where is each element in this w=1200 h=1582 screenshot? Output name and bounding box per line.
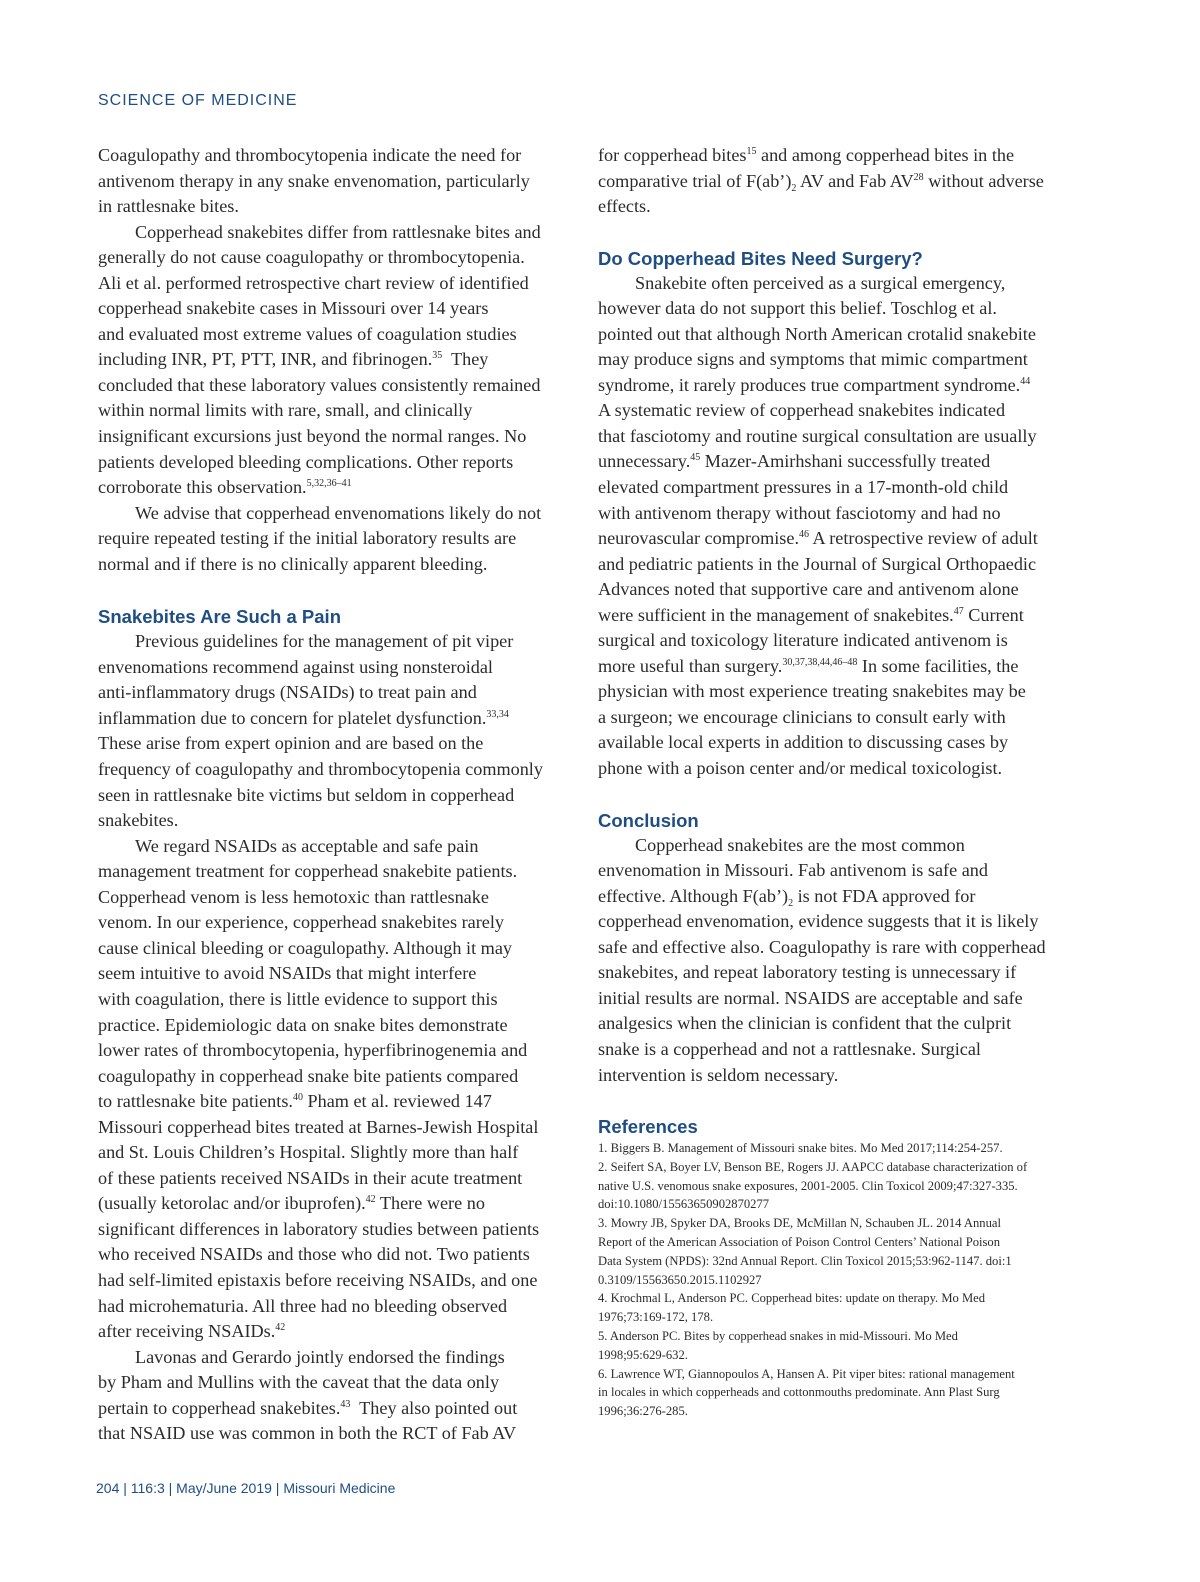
left-column [98, 143, 570, 1447]
reference-line: 3. Mowry JB, Spyker DA, Brooks DE, McMillan N, Schauben JL. 2014 Annual [598, 1216, 1001, 1231]
text-line: intervention is seldom necessary. [598, 1064, 839, 1085]
text-line: with antivenom therapy without fasciotomy and had no [598, 502, 1001, 523]
text-line: after receiving NSAIDs.$^{42}$ [98, 1321, 286, 1342]
citation: 40 [292, 1092, 303, 1104]
text-line: Previous guidelines for the management of pit viper [135, 631, 514, 652]
text-line: snake is a copperhead and not a rattlesnake. Surgical [598, 1038, 981, 1059]
subscript: 2 [788, 897, 794, 909]
citation: 15 [746, 146, 757, 157]
paragraph [98, 501, 570, 578]
citation: 5,32,36–41 [306, 478, 352, 490]
text-line: Missouri copperhead bites treated at Barnes-Jewish Hospital [98, 1116, 539, 1137]
text-line: significant differences in laboratory studies between patients [98, 1218, 540, 1239]
text-line: normal and if there is no clinically apparent bleeding. [98, 553, 488, 574]
text-line: anti-inflammatory drugs (NSAIDs) to treat pain and [98, 682, 477, 703]
text-line: antivenom therapy in any snake envenomation, particularly [98, 170, 530, 191]
section-label: SCIENCE OF MEDICINE [98, 92, 298, 109]
reference-line: doi:10.1080/15563650902870277 [598, 1197, 770, 1212]
text-line: including INR, PT, PTT, INR, and fibrinogen.$^{35}$ They [98, 349, 489, 370]
text-line: We regard NSAIDs as acceptable and safe pain [135, 835, 479, 856]
reference-line: 0.3109/15563650.2015.1102927 [598, 1272, 762, 1287]
reference-line: in locales in which copperheads and cottonmouths predominate. Ann Plast Surg [598, 1385, 1000, 1400]
text-line: insignificant excursions just beyond the normal ranges. No [98, 426, 527, 447]
text-line: seen in rattlesnake bite victims but seldom in copperhead [98, 784, 515, 805]
text-line: within normal limits with rare, small, and clinically [98, 400, 473, 421]
citation: 30,37,38,44,46–48 [782, 656, 858, 668]
reference-line: 5. Anderson PC. Bites by copperhead snakes in mid-Missouri. Mo Med [598, 1329, 958, 1344]
text-line: and pediatric patients in the Journal of Surgical Orthopaedic [598, 553, 1037, 574]
paragraph [598, 271, 1070, 782]
text-line: corroborate this observation.$^{5,32,36-41}$ [98, 477, 352, 498]
text-line: pointed out that although North American crotalid snakebite [598, 323, 1036, 344]
text-line: that NSAID use was common in both the RCT of Fab AV [98, 1423, 517, 1444]
text-line: Snakebite often perceived as a surgical emergency, [635, 272, 1006, 293]
citation: 44 [1020, 375, 1031, 387]
text-line: Advances noted that supportive care and antivenom alone [598, 579, 1019, 600]
reference-line: Data System (NPDS): 32nd Annual Report. Clin Toxicol 2015;53:962-1147. doi:1 [598, 1253, 1012, 1268]
text-line: had self-limited epistaxis before receiving NSAIDs, and one [98, 1269, 538, 1290]
text-line: comparative trial of $F(ab’)_2$ AV and Fab AV$^{28}$ without adverse [598, 170, 1044, 194]
paragraph [98, 143, 570, 220]
section-heading: References [598, 1116, 698, 1138]
text-line: frequency of coagulopathy and thrombocytopenia commonly [98, 759, 543, 780]
paragraph [98, 629, 570, 833]
reference-line: 6. Lawrence WT, Giannopoulos A, Hansen A. Pit viper bites: rational management [598, 1366, 1015, 1381]
citation: 28 [913, 171, 924, 183]
citation: 47 [953, 605, 964, 617]
text-line: coagulopathy in copperhead snake bite patients compared [98, 1065, 519, 1086]
text-line: had microhematuria. All three had no bleeding observed [98, 1295, 508, 1316]
text-line: A systematic review of copperhead snakebites indicated [598, 400, 1006, 421]
text-line: (usually ketorolac and/or ibuprofen).$^{42}$ There were no [98, 1193, 485, 1214]
subscript: 2 [791, 182, 797, 194]
text-line: phone with a poison center and/or medical toxicologist. [598, 758, 1003, 779]
text-line: with coagulation, there is little evidence to support this [98, 988, 498, 1009]
citation: 43 [340, 1398, 351, 1410]
section-heading: Snakebites Are Such a Pain [98, 606, 341, 628]
text-line: who received NSAIDs and those who did not. Two patients [98, 1244, 530, 1265]
citation: 46 [799, 529, 810, 541]
text-line: may produce signs and symptoms that mimic compartment [598, 349, 1028, 370]
reference-line: 1996;36:276-285. [598, 1404, 688, 1419]
text-line: and evaluated most extreme values of coagulation studies [98, 323, 517, 344]
text-line: Copperhead venom is less hemotoxic than rattlesnake [98, 886, 489, 907]
text-line: These arise from expert opinion and are based on the [98, 733, 484, 754]
citation: 42 [275, 1322, 286, 1334]
text-line: concluded that these laboratory values consistently remained [98, 374, 541, 395]
text-line: were sufficient in the management of snakebites.$^{47}$ Current [598, 604, 1024, 625]
reference-line: 1998;95:629-632. [598, 1347, 688, 1362]
text-line: that fasciotomy and routine surgical consultation are usually [598, 425, 1037, 446]
text-line: Ali et al. performed retrospective chart review of identified [98, 272, 529, 293]
text-line: require repeated testing if the initial laboratory results are [98, 528, 517, 549]
text-line: Copperhead snakebites differ from rattlesnake bites and [135, 221, 541, 242]
text-line: lower rates of thrombocytopenia, hyperfibrinogenemia and [98, 1040, 528, 1061]
text-line: syndrome, it rarely produces true compartment syndrome.$^{44}$ [598, 374, 1031, 395]
paragraph [98, 1345, 570, 1447]
text-line: elevated compartment pressures in a 17-month-old child [598, 477, 1009, 498]
text-line: neurovascular compromise.$^{46}$ A retrospective review of adult [598, 528, 1038, 549]
text-line: effects. [598, 196, 651, 217]
text-line: of these patients received NSAIDs in their acute treatment [98, 1167, 523, 1188]
reference-line: 4. Krochmal L, Anderson PC. Copperhead bites: update on therapy. Mo Med [598, 1291, 986, 1306]
text-line: cause clinical bleeding or coagulopathy. Although it may [98, 937, 512, 958]
text-line: seem intuitive to avoid NSAIDs that might interfere [98, 963, 477, 984]
section-heading: Do Copperhead Bites Need Surgery? [598, 247, 923, 269]
text-line: Copperhead snakebites are the most common [635, 834, 965, 855]
text-line: a surgeon; we encourage clinicians to consult early with [598, 706, 1006, 727]
text-line: envenomation in Missouri. Fab antivenom is safe and [598, 860, 988, 881]
text-line: in rattlesnake bites. [98, 196, 239, 217]
text-line: unnecessary.$^{45}$ Mazer-Amirhshani successfully treated [598, 451, 991, 472]
text-line: snakebites, and repeat laboratory testing is unnecessary if [598, 962, 1017, 983]
text-line: to rattlesnake bite patients.$^{40}$ Pham et al. reviewed 147 [98, 1091, 492, 1112]
text-line: safe and effective also. Coagulopathy is rare with copperhead [598, 936, 1046, 957]
text-line: surgical and toxicology literature indicated antivenom is [598, 630, 1008, 651]
section-heading: Conclusion [598, 809, 699, 831]
text-line: snakebites. [98, 810, 179, 831]
text-line: more useful than surgery.$^{30,37,38,44,46-48}$ In some facilities, the [598, 655, 1019, 676]
text-line: analgesics when the clinician is confident that the culprit [598, 1013, 1012, 1034]
text-line: however data do not support this belief. Toschlog et al. [598, 298, 997, 319]
citation: 45 [690, 452, 701, 464]
text-line: practice. Epidemiologic data on snake bites demonstrate [98, 1014, 508, 1035]
text-line: available local experts in addition to discussing cases by [598, 732, 1009, 753]
text-line: management treatment for copperhead snakebite patients. [98, 861, 518, 882]
reference-line: Report of the American Association of Poison Control Centers’ National Poison [598, 1235, 1001, 1250]
text-line: by Pham and Mullins with the caveat that the data only [98, 1372, 500, 1393]
text-line: physician with most experience treating snakebites may be [598, 681, 1026, 702]
reference-line: native U.S. venomous snake exposures, 2001-2005. Clin Toxicol 2009;47:327-335. [598, 1178, 1018, 1193]
text-line: effective. Although $F(ab’)_2$ is not FDA approved for [598, 885, 976, 909]
reference-line: 1. Biggers B. Management of Missouri snake bites. Mo Med 2017;114:254-257. [598, 1141, 1003, 1156]
text-line: generally do not cause coagulopathy or thrombocytopenia. [98, 247, 525, 268]
text-line: venom. In our experience, copperhead snakebites rarely [98, 912, 505, 933]
paragraph [98, 220, 570, 501]
text-line: Coagulopathy and thrombocytopenia indicate the need for [98, 145, 522, 165]
reference-line: 1976;73:169-172, 178. [598, 1310, 714, 1325]
text-line: Lavonas and Gerardo jointly endorsed the findings [135, 1346, 505, 1367]
right-column [598, 143, 1070, 1421]
citation: 42 [365, 1194, 376, 1206]
text-line: copperhead envenomation, evidence suggests that it is likely [598, 911, 1039, 932]
text-line: and St. Louis Children’s Hospital. Slightly more than half [98, 1142, 519, 1163]
text-line: envenomations recommend against using nonsteroidal [98, 656, 493, 677]
paragraph [598, 143, 1070, 220]
reference-line: 2. Seifert SA, Boyer LV, Benson BE, Rogers JJ. AAPCC database characterization of [598, 1159, 1028, 1174]
text-line: pertain to copperhead snakebites.$^{43}$ They also pointed out [98, 1397, 518, 1418]
text-line: copperhead snakebite cases in Missouri over 14 years [98, 298, 489, 319]
text-line: We advise that copperhead envenomations likely do not [135, 502, 542, 523]
text-line: for copperhead bites$^{15}$ and among copperhead bites in the [598, 145, 1015, 165]
text-line: initial results are normal. NSAIDS are acceptable and safe [598, 987, 1023, 1008]
paragraph [598, 833, 1070, 1088]
text-line: inflammation due to concern for platelet dysfunction.$^{33,34}$ [98, 707, 509, 728]
paragraph [98, 834, 570, 1345]
text-line: patients developed bleeding complications. Other reports [98, 451, 514, 472]
citation: 33,34 [486, 708, 509, 720]
page-footer: 204 | 116:3 | May/June 2019 | Missouri Medicine [96, 1480, 396, 1496]
reference-list [598, 1139, 1070, 1421]
citation: 35 [432, 350, 443, 362]
